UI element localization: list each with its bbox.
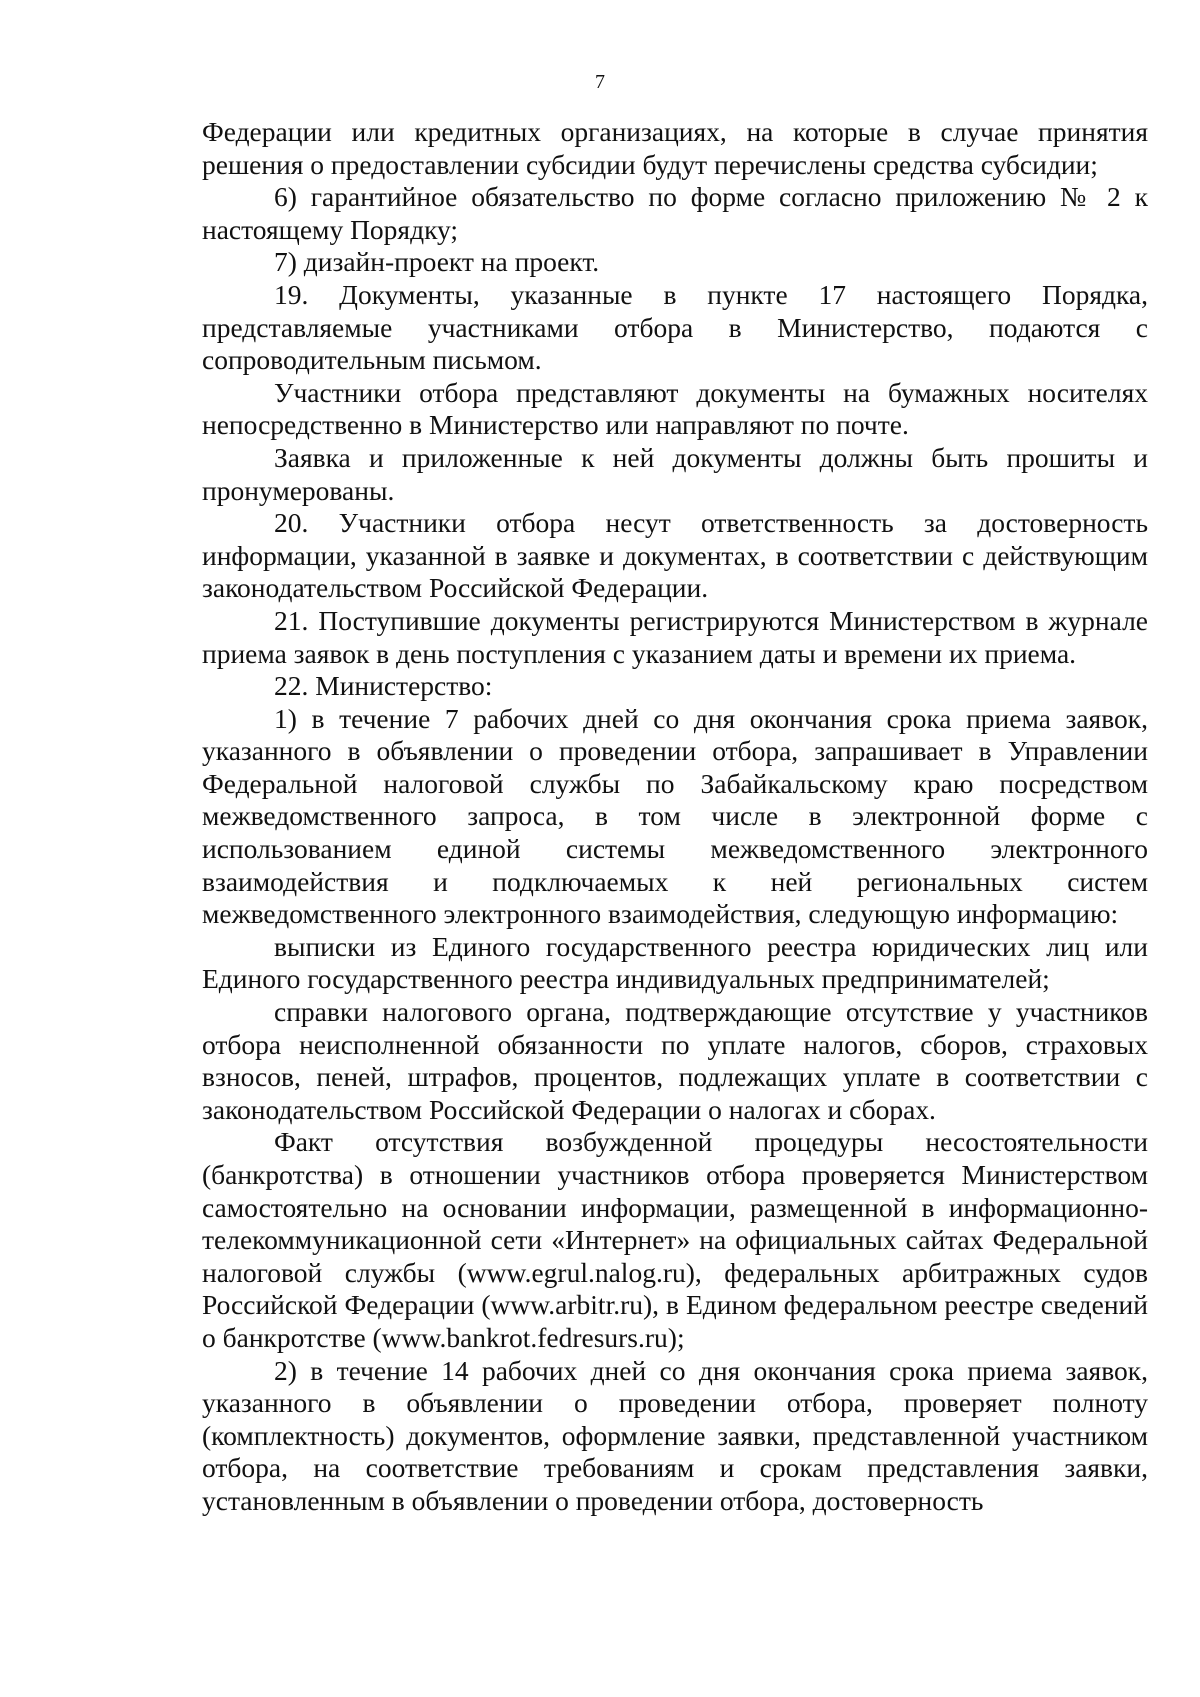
paragraph-clause-21: 21. Поступившие документы регистрируются Министерством в журнале приема заявок в день поступления с указанием даты и времени их приема. <box>202 604 1148 669</box>
paragraph-clause-20: 20. Участники отбора несут ответственность за достоверность информации, указанной в заявке и документах, в соответствии с действующим законодательством Российской Федерации. <box>202 507 1148 604</box>
paragraph-clause-22-item-1: 1) в течение 7 рабочих дней со дня окончания срока приема заявок, указанного в объявлении о проведении отбора, запрашивает в Управлении Федеральной налоговой службы по Забайкальскому краю посредством межведомственного запроса, в том числе в электронной форме с использованием единой системы межведомственного электронного взаимодействия и подключаемых к ней региональных систем межведомственного электронного взаимодействия, следующую информацию: <box>202 702 1148 930</box>
paragraph-registry-extracts: выписки из Единого государственного реестра юридических лиц или Единого государственного реестра индивидуальных предпринимателей; <box>202 930 1148 995</box>
paragraph-item-7: 7) дизайн-проект на проект. <box>274 246 600 278</box>
paragraph-clause-22: 22. Министерство: <box>274 670 493 702</box>
paragraph-clause-19: 19. Документы, указанные в пункте 17 настоящего Порядка, представляемые участниками отбора в Министерство, подаются с сопроводительным письмом. <box>202 278 1148 376</box>
paragraph-bankruptcy-check: Факт отсутствия возбужденной процедуры несостоятельности (банкротства) в отношении участников отбора проверяется Министерством самостоятельно на основании информации, размещенной в информационно-телекоммуникационной сети «Интернет» на официальных сайтах Федеральной налоговой службы (www.egrul.nalog.ru), федеральных арбитражных судов Российской Федерации (www.arbitr.ru), в Едином федеральном реестре сведений о банкротстве (www.bankrot.fedresurs.ru); <box>202 1126 1148 1353</box>
paragraph-continuation: Федерации или кредитных организациях, на которые в случае принятия решения о предоставлении субсидии будут перечислены средства субсидии; <box>202 116 1148 180</box>
paragraph-binding: Заявка и приложенные к ней документы должны быть прошиты и пронумерованы. <box>202 441 1148 506</box>
paragraph-submission: Участники отбора представляют документы на бумажных носителях непосредственно в Министерство или направляют по почте. <box>202 376 1148 441</box>
document-body <box>202 116 1148 1518</box>
page-number: 7 <box>595 71 605 93</box>
paragraph-clause-22-item-2: 2) в течение 14 рабочих дней со дня окончания срока приема заявок, указанного в объявлении о проведении отбора, проверяет полноту (комплектность) документов, оформление заявки, представленной участником отбора, на соответствие требованиям и срокам представления заявки, установленным в объявлении о проведении отбора, достоверность <box>202 1354 1148 1516</box>
paragraph-item-6: 6) гарантийное обязательство по форме согласно приложению № 2 к настоящему Порядку; <box>202 181 1148 245</box>
paragraph-tax-certificates: справки налогового органа, подтверждающие отсутствие у участников отбора неисполненной обязанности по уплате налогов, сборов, страховых взносов, пеней, штрафов, процентов, подлежащих уплате в соответствии с законодательством Российской Федерации о налогах и сборах. <box>202 996 1148 1125</box>
